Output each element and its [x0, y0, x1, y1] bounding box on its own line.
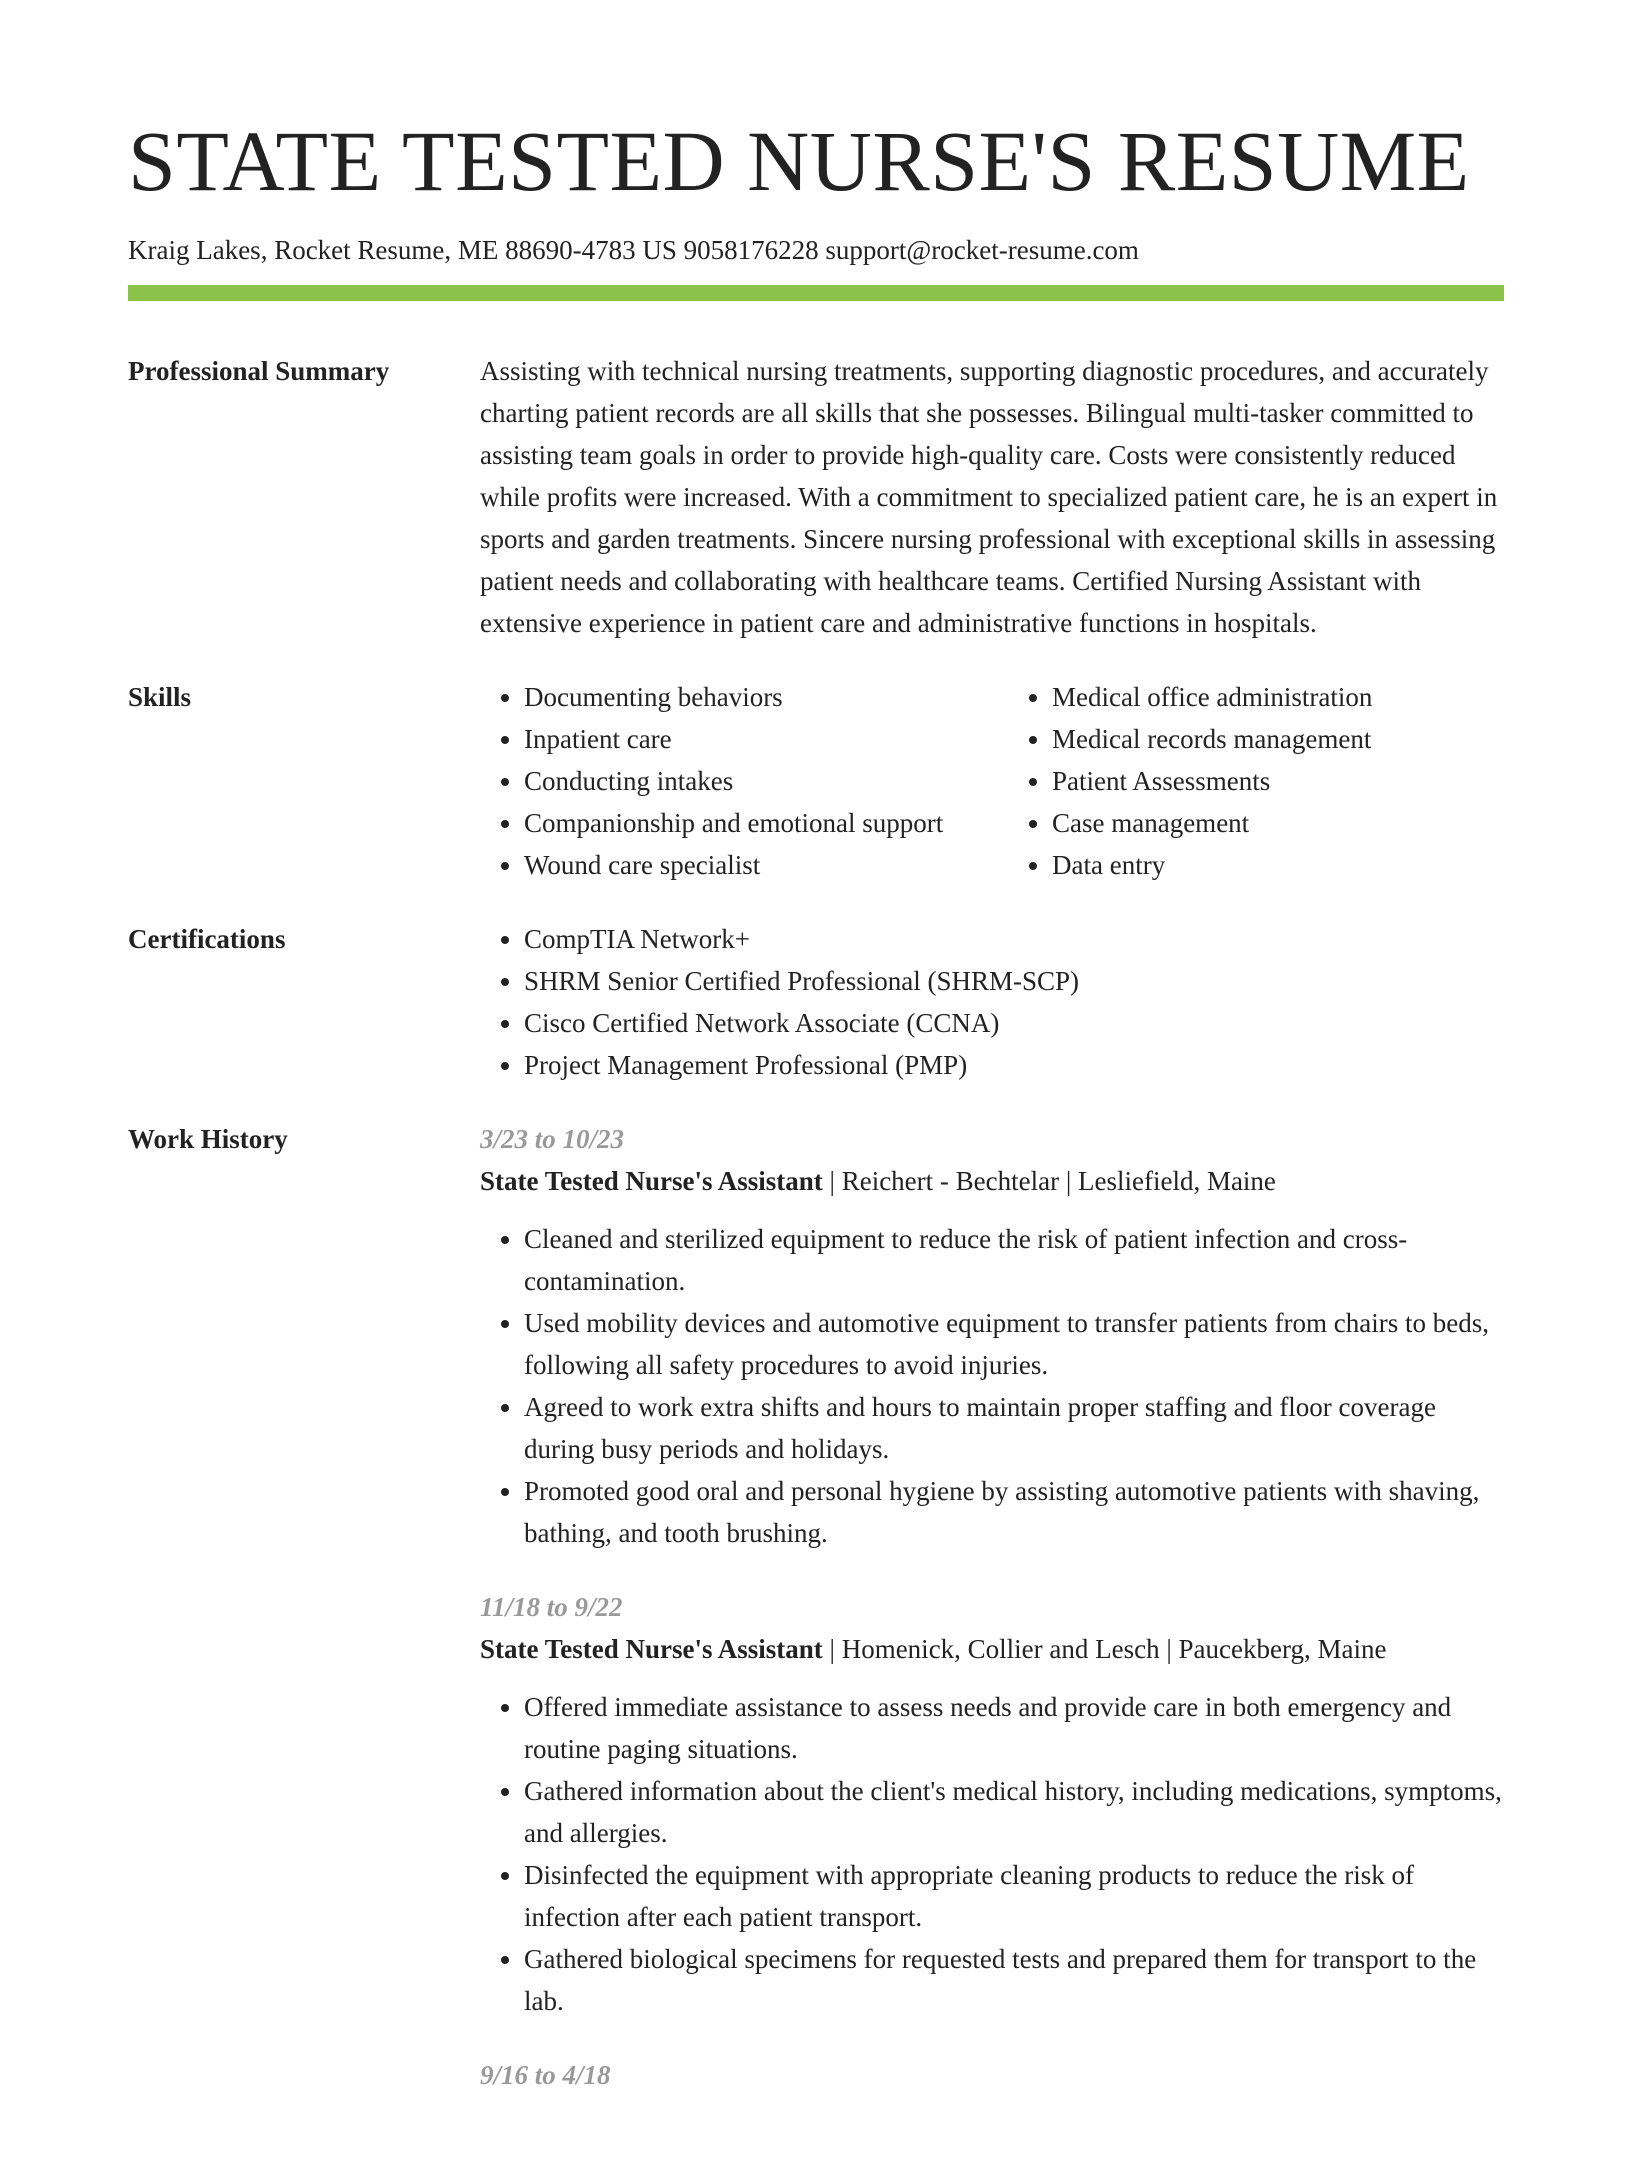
list-item: • Cisco Certified Network Associate (CCNA): [524, 1002, 1504, 1044]
summary-label: Professional Summary: [128, 356, 390, 386]
job-dates: 9/16 to 4/18: [480, 2060, 611, 2090]
list-item: • Gathered information about the client's medical history, including medications, symptoms, and allergies.: [524, 1770, 1504, 1854]
list-item: • Gathered biological specimens for requested tests and prepared them for transport to the lab.: [524, 1938, 1504, 2022]
certifications-section: [128, 918, 1504, 1086]
list-item: • Data entry: [1052, 844, 1572, 886]
job-employer: | Homenick, Collier and Lesch | Paucekberg, Maine: [822, 1634, 1387, 1664]
resume-sections: [128, 350, 1504, 2160]
skills-list-right: [1028, 676, 1572, 886]
job-dates: 11/18 to 9/22: [480, 1592, 623, 1622]
list-item: • SHRM Senior Certified Professional (SHRM-SCP): [524, 960, 1504, 1002]
job-title: State Tested Nurse's Assistant: [480, 1166, 823, 1196]
list-item: • Case management: [1052, 802, 1572, 844]
list-item: • Companionship and emotional support: [524, 802, 1028, 844]
list-item: • Disinfected the equipment with appropriate cleaning products to reduce the risk of infection after each patient transport.: [524, 1854, 1504, 1938]
summary-section: [128, 350, 1504, 644]
work-history-label: Work History: [128, 1124, 288, 1154]
job-duties: [480, 1686, 1504, 2022]
job-dates: 3/23 to 10/23: [480, 1124, 625, 1154]
job-title: State Tested Nurse's Assistant: [480, 1634, 823, 1664]
resume-title: STATE TESTED NURSE'S RESUME: [128, 113, 1470, 209]
list-item: • Wound care specialist: [524, 844, 1028, 886]
list-item: • Documenting behaviors: [524, 676, 1028, 718]
job-heading: [480, 1160, 1504, 1202]
list-item: • Offered immediate assistance to assess needs and provide care in both emergency and routine paging situations.: [524, 1686, 1504, 1770]
list-item: • Cleaned and sterilized equipment to reduce the risk of patient infection and cross-contamination.: [524, 1218, 1504, 1302]
header-divider: [128, 285, 1504, 301]
job-heading: [480, 1628, 1504, 1670]
list-item: • Medical office administration: [1052, 676, 1572, 718]
job-entry: [480, 2054, 1504, 2096]
skills-section: [128, 676, 1504, 886]
summary-text: Assisting with technical nursing treatments, supporting diagnostic procedures, and accurately charting patient records are all skills that she possesses. Bilingual multi-tasker committed to assisting team goals in order to provide high-quality care. Costs were consistently reduced while profits were increased. With a commitment to specialized patient care, he is an expert in sports and garden treatments. Sincere nursing professional with exceptional skills in assessing patient needs and collaborating with healthcare teams. Certified Nursing Assistant with extensive experience in patient care and administrative functions in hospitals.: [480, 356, 1498, 638]
list-item: • Used mobility devices and automotive equipment to transfer patients from chairs to beds, following all safety procedures to avoid injuries.: [524, 1302, 1504, 1386]
list-item: • Project Management Professional (PMP): [524, 1044, 1504, 1086]
certifications-label: Certifications: [128, 924, 286, 954]
list-item: • Medical records management: [1052, 718, 1572, 760]
list-item: • CompTIA Network+: [524, 918, 1504, 960]
contact-line: Kraig Lakes, Rocket Resume, ME 88690-4783 US 9058176228 support@rocket-resume.com: [128, 235, 1139, 265]
list-item: • Inpatient care: [524, 718, 1028, 760]
work-history-section: [128, 1118, 1504, 2128]
certifications-list: [480, 918, 1504, 1086]
list-item: • Patient Assessments: [1052, 760, 1572, 802]
skills-list-left: [480, 676, 1028, 886]
list-item: • Promoted good oral and personal hygiene by assisting automotive patients with shaving, bathing, and tooth brushing.: [524, 1470, 1504, 1554]
skills-label: Skills: [128, 682, 192, 712]
job-entry: [480, 1118, 1504, 1554]
job-duties: [480, 1218, 1504, 1554]
list-item: • Conducting intakes: [524, 760, 1028, 802]
job-entry: [480, 1586, 1504, 2022]
list-item: • Agreed to work extra shifts and hours to maintain proper staffing and floor coverage during busy periods and holidays.: [524, 1386, 1504, 1470]
job-employer: | Reichert - Bechtelar | Lesliefield, Maine: [822, 1166, 1276, 1196]
